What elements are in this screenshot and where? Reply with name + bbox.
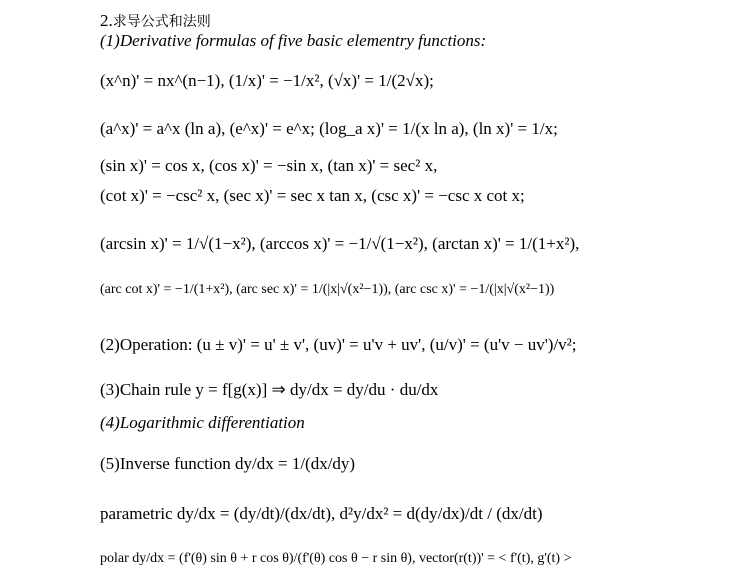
five-basic-title: (1)Derivative formulas of five basic elementry functions:: [100, 31, 487, 50]
polar-vector-line: polar dy/dx = (f'(θ) sin θ + r cos θ)/(f'(θ) cos θ − r sin θ), vector(r(t))' = < f'(t), g'(t) >: [100, 551, 572, 566]
inverse-trig-line-2: (arc cot x)' = −1/(1+x²), (arc sec x)' = 1/(|x|√(x²−1)), (arc csc x)' = −1/(|x|√(x²−1)): [100, 282, 555, 297]
inverse-trig-line-1: (arcsin x)' = 1/√(1−x²), (arccos x)' = −1/√(1−x²), (arctan x)' = 1/(1+x²),: [100, 234, 580, 253]
section-heading: [100, 12, 211, 29]
trig-line-2: (cot x)' = −csc² x, (sec x)' = sec x tan x, (csc x)' = −csc x cot x;: [100, 186, 525, 205]
operation-line: (2)Operation: (u ± v)' = u' ± v', (uv)' = u'v + uv', (u/v)' = (u'v − uv')/v²;: [100, 335, 577, 354]
chain-rule-line: (3)Chain rule y = f[g(x)] ⇒ dy/dx = dy/du · du/dx: [100, 380, 439, 399]
log-diff-line: (4)Logarithmic differentiation: [100, 413, 305, 432]
power-rule-line: (x^n)' = nx^(n−1), (1/x)' = −1/x², (√x)' = 1/(2√x);: [100, 71, 434, 90]
trig-line-1: (sin x)' = cos x, (cos x)' = −sin x, (tan x)' = sec² x,: [100, 156, 438, 175]
section-number: 2.: [100, 11, 113, 30]
inverse-function-line: (5)Inverse function dy/dx = 1/(dx/dy): [100, 454, 356, 473]
parametric-line: parametric dy/dx = (dy/dt)/(dx/dt), d²y/dx² = d(dy/dx)/dt / (dx/dt): [100, 504, 543, 523]
exp-log-line: (a^x)' = a^x (ln a), (e^x)' = e^x; (log_a x)' = 1/(x ln a), (ln x)' = 1/x;: [100, 119, 558, 138]
section-title: 求导公式和法则: [112, 14, 211, 30]
